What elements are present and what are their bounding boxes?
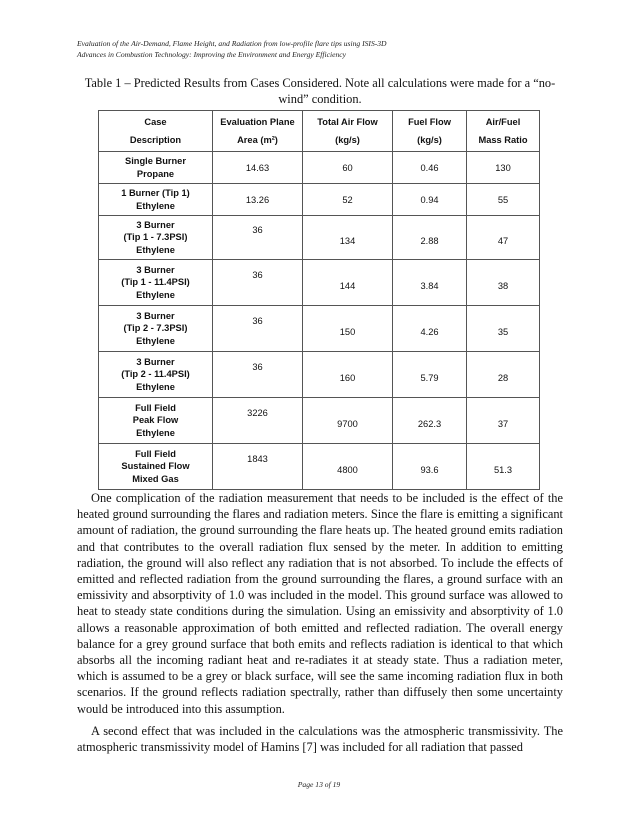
- area-value: 36: [252, 315, 263, 326]
- case-description-cell: [99, 216, 213, 260]
- header-subtitle-line: Advances in Combustion Technology: Improving the Environment and Energy Efficiency: [77, 50, 347, 59]
- fuel-cell: [393, 306, 467, 352]
- column-header-ratio: [467, 111, 540, 152]
- area-value: 1843: [247, 453, 268, 464]
- column-header-area: [213, 111, 303, 152]
- case-line: (Tip 2 - 11.4PSI): [121, 369, 190, 380]
- table-row: [99, 306, 540, 352]
- case-line: (Tip 1 - 11.4PSI): [121, 277, 190, 288]
- air-cell: [303, 398, 393, 444]
- fuel-cell: [393, 260, 467, 306]
- ratio-value: 35: [497, 326, 509, 337]
- case-line: Mixed Gas: [132, 473, 179, 484]
- air-cell: [303, 216, 393, 260]
- air-value: 52: [342, 194, 353, 205]
- area-cell: [213, 444, 303, 490]
- fuel-cell: [393, 216, 467, 260]
- header-line: (kg/s): [417, 135, 442, 145]
- air-value: 134: [339, 235, 356, 246]
- header-line: (kg/s): [335, 135, 360, 145]
- ratio-value: 28: [497, 372, 509, 383]
- ratio-value: 38: [497, 280, 509, 291]
- body-text: [77, 490, 563, 761]
- area-value: 3226: [247, 407, 268, 418]
- running-header: [77, 38, 577, 60]
- case-description-cell: [99, 260, 213, 306]
- ratio-value: 47: [497, 235, 509, 246]
- case-line: 1 Burner (Tip 1): [121, 188, 190, 198]
- table-header-row: [99, 111, 540, 152]
- header-line: Case: [144, 117, 167, 127]
- table-row: [99, 352, 540, 398]
- table-row: [99, 444, 540, 490]
- case-line: Ethylene: [136, 244, 175, 255]
- air-value: 150: [339, 326, 356, 337]
- ratio-cell: [467, 306, 540, 352]
- fuel-value: 5.79: [420, 372, 439, 383]
- area-value: 13.26: [245, 194, 270, 205]
- air-value: 4800: [337, 464, 358, 475]
- area-cell: [213, 216, 303, 260]
- table-row: [99, 260, 540, 306]
- ratio-cell: [467, 260, 540, 306]
- fuel-value: 3.84: [420, 280, 439, 291]
- case-line: 3 Burner: [136, 310, 175, 321]
- case-line: (Tip 2 - 7.3PSI): [123, 323, 188, 334]
- air-cell: [303, 260, 393, 306]
- fuel-value: 93.6: [420, 464, 439, 475]
- fuel-value: 2.88: [420, 235, 439, 246]
- case-line: Propane: [136, 168, 175, 179]
- case-description-cell: [99, 444, 213, 490]
- column-header-air-flow: [303, 111, 393, 152]
- area-value: 14.63: [245, 162, 270, 173]
- paragraph: A second effect that was included in the calculations was the atmospheric transmissivity. The atmospheric transmissivity model of Hamins [7] was included for all radiation that passed: [77, 723, 563, 755]
- area-cell: [213, 152, 303, 184]
- case-line: 3 Burner: [136, 264, 175, 275]
- air-cell: [303, 352, 393, 398]
- ratio-cell: [467, 398, 540, 444]
- header-line: Total Air Flow: [317, 117, 378, 127]
- case-line: Single Burner: [125, 156, 186, 166]
- header-line: Mass Ratio: [478, 135, 528, 145]
- area-value: 36: [252, 269, 263, 280]
- case-line: Full Field: [135, 402, 176, 413]
- air-value: 144: [339, 280, 356, 291]
- fuel-cell: [393, 398, 467, 444]
- table-row: [99, 152, 540, 184]
- fuel-value: 262.3: [417, 418, 442, 429]
- table-row: [99, 398, 540, 444]
- page-number: Page 13 of 19: [297, 780, 341, 789]
- ratio-value: 55: [497, 194, 509, 205]
- table-row: [99, 216, 540, 260]
- results-table: [98, 110, 540, 490]
- ratio-cell: [467, 352, 540, 398]
- table-caption: Table 1 – Predicted Results from Cases Considered. Note all calculations were made for a “no-wind” condition.: [84, 76, 556, 106]
- area-cell: [213, 398, 303, 444]
- air-value: 9700: [337, 418, 358, 429]
- fuel-value: 0.46: [420, 162, 439, 173]
- case-description-cell: [99, 398, 213, 444]
- case-line: 3 Burner: [136, 219, 175, 230]
- ratio-cell: [467, 444, 540, 490]
- column-header-case: [99, 111, 213, 152]
- case-line: Ethylene: [136, 289, 175, 300]
- ratio-value: 130: [495, 162, 511, 173]
- air-cell: [303, 444, 393, 490]
- fuel-cell: [393, 152, 467, 184]
- area-cell: [213, 184, 303, 216]
- fuel-cell: [393, 444, 467, 490]
- case-line: Peak Flow: [132, 415, 179, 426]
- header-line: Air/Fuel: [485, 117, 521, 127]
- fuel-cell: [393, 184, 467, 216]
- fuel-value: 4.26: [420, 326, 439, 337]
- case-line: Ethylene: [136, 427, 175, 438]
- case-description-cell: [99, 152, 213, 184]
- table-row: [99, 184, 540, 216]
- fuel-cell: [393, 352, 467, 398]
- area-value: 36: [252, 224, 263, 235]
- air-cell: [303, 184, 393, 216]
- case-line: (Tip 1 - 7.3PSI): [123, 232, 188, 243]
- header-line: Evaluation Plane: [220, 117, 295, 127]
- header-line: Fuel Flow: [408, 117, 451, 127]
- case-description-cell: [99, 306, 213, 352]
- column-header-fuel-flow: [393, 111, 467, 152]
- case-line: Ethylene: [136, 381, 175, 392]
- air-value: 160: [339, 372, 356, 383]
- ratio-value: 51.3: [493, 464, 513, 475]
- case-line: Sustained Flow: [121, 461, 190, 472]
- case-line: 3 Burner: [136, 356, 175, 367]
- case-line: Ethylene: [136, 335, 175, 346]
- case-description-cell: [99, 352, 213, 398]
- case-line: Ethylene: [136, 200, 175, 211]
- area-cell: [213, 260, 303, 306]
- case-description-cell: [99, 184, 213, 216]
- air-value: 60: [342, 162, 353, 173]
- ratio-cell: [467, 216, 540, 260]
- air-cell: [303, 152, 393, 184]
- area-cell: [213, 352, 303, 398]
- paragraph: One complication of the radiation measurement that needs to be included is the effect of the heated ground surrounding the flares and radiation meters. Since the flare is emitting a significant amount of radiation, the ground surrounding the flare heats up. The heated ground emits radiation and that contributes to the overall radiation flux sensed by the meter. In addition to emitting radiation, the ground will also reflect any radiation that is not absorbed. To include the effects of emitted and reflected radiation from the ground surrounding the flares, a ground surface with an emissivity and absorptivity of 1.0 was included in the model. This ground surface was allowed to heat to steady state conditions during the simulation. Using an emissivity and absorptivity of 1.0 allows a reasonable approximation of both emitted and reflected radiation. The overall energy balance for a grey ground surface that both emits and reflects radiation is identical to that which absorbs all the incoming radiant heat and re-radiates it at steady state. Thus a radiation meter, which is assumed to be a grey or black surface, will see the same incoming radiation flux in both scenarios. If the ground reflects radiation spectrally, rather than diffusely then some uncertainty would be introduced into this assumption.: [77, 491, 563, 716]
- header-title-line: Evaluation of the Air-Demand, Flame Height, and Radiation from low-profile flare tips using ISIS-3D: [77, 39, 387, 48]
- area-value: 36: [252, 361, 263, 372]
- ratio-value: 37: [497, 418, 509, 429]
- header-line: Description: [129, 135, 182, 145]
- case-line: Full Field: [135, 448, 176, 459]
- area-cell: [213, 306, 303, 352]
- fuel-value: 0.94: [420, 194, 439, 205]
- air-cell: [303, 306, 393, 352]
- ratio-cell: [467, 152, 540, 184]
- ratio-cell: [467, 184, 540, 216]
- header-line: Area (m²): [237, 135, 278, 145]
